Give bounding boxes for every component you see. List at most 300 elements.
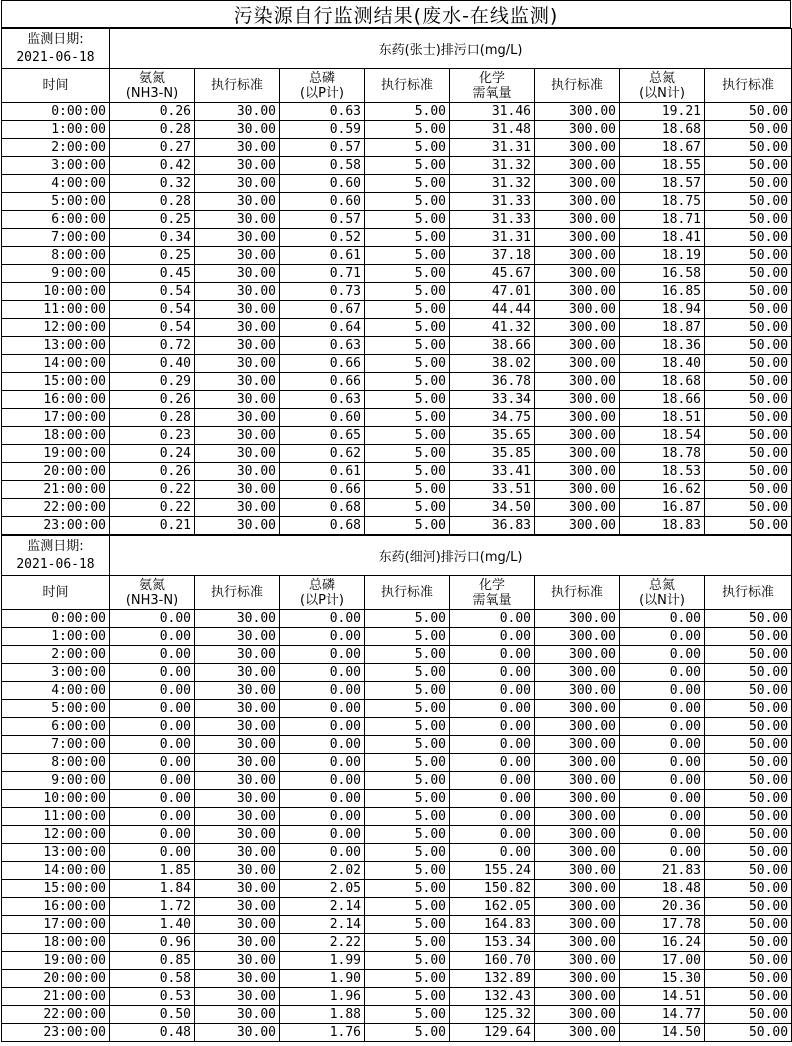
value-cell: 30.00 xyxy=(195,952,280,970)
value-cell: 50.00 xyxy=(705,409,792,427)
table-row xyxy=(2,427,792,445)
value-cell: 0.00 xyxy=(280,736,365,754)
value-cell: 0.40 xyxy=(110,355,195,373)
value-cell: 0.58 xyxy=(110,970,195,988)
column-header-line: 执行标准 xyxy=(210,585,263,600)
value-cell: 5.00 xyxy=(365,517,450,535)
time-cell: 1:00:00 xyxy=(2,121,110,139)
table-row xyxy=(2,628,792,646)
value-cell: 0.00 xyxy=(620,736,705,754)
value-cell: 0.22 xyxy=(110,481,195,499)
value-cell: 31.31 xyxy=(450,139,535,157)
value-cell: 5.00 xyxy=(365,409,450,427)
value-cell: 300.00 xyxy=(535,445,620,463)
value-cell: 132.89 xyxy=(450,970,535,988)
time-cell: 19:00:00 xyxy=(2,952,110,970)
value-cell: 41.32 xyxy=(450,319,535,337)
value-cell: 5.00 xyxy=(365,499,450,517)
time-cell: 17:00:00 xyxy=(2,916,110,934)
table-row xyxy=(2,880,792,898)
time-cell: 4:00:00 xyxy=(2,682,110,700)
value-cell: 30.00 xyxy=(195,682,280,700)
value-cell: 50.00 xyxy=(705,1024,792,1042)
time-cell: 21:00:00 xyxy=(2,481,110,499)
value-cell: 50.00 xyxy=(705,826,792,844)
monitoring-date xyxy=(2,29,110,69)
value-cell: 300.00 xyxy=(535,988,620,1006)
value-cell: 50.00 xyxy=(705,790,792,808)
value-cell: 50.00 xyxy=(705,844,792,862)
value-cell: 5.00 xyxy=(365,862,450,880)
value-cell: 35.65 xyxy=(450,427,535,445)
value-cell: 30.00 xyxy=(195,373,280,391)
value-cell: 300.00 xyxy=(535,1006,620,1024)
value-cell: 16.62 xyxy=(620,481,705,499)
value-cell: 0.00 xyxy=(110,790,195,808)
value-cell: 31.46 xyxy=(450,103,535,121)
value-cell: 50.00 xyxy=(705,283,792,301)
value-cell: 50.00 xyxy=(705,970,792,988)
time-cell: 20:00:00 xyxy=(2,970,110,988)
value-cell: 1.96 xyxy=(280,988,365,1006)
table-row xyxy=(2,247,792,265)
time-cell: 14:00:00 xyxy=(2,862,110,880)
value-cell: 36.78 xyxy=(450,373,535,391)
value-cell: 16.24 xyxy=(620,934,705,952)
value-cell: 5.00 xyxy=(365,157,450,175)
value-cell: 38.66 xyxy=(450,337,535,355)
value-cell: 30.00 xyxy=(195,517,280,535)
value-cell: 300.00 xyxy=(535,646,620,664)
value-cell: 16.85 xyxy=(620,283,705,301)
value-cell: 0.00 xyxy=(450,682,535,700)
value-cell: 5.00 xyxy=(365,754,450,772)
value-cell: 0.00 xyxy=(620,718,705,736)
column-header-line: 执行标准 xyxy=(550,78,603,93)
column-header xyxy=(535,576,620,610)
column-header xyxy=(450,576,535,610)
value-cell: 30.00 xyxy=(195,139,280,157)
value-cell: 30.00 xyxy=(195,934,280,952)
value-cell: 125.32 xyxy=(450,1006,535,1024)
column-header xyxy=(110,69,195,103)
value-cell: 30.00 xyxy=(195,898,280,916)
value-cell: 18.40 xyxy=(620,355,705,373)
value-cell: 0.00 xyxy=(450,826,535,844)
column-header xyxy=(2,69,110,103)
value-cell: 1.88 xyxy=(280,1006,365,1024)
report-title: 污染源自行监测结果(废水-在线监测) xyxy=(1,0,791,28)
value-cell: 0.96 xyxy=(110,934,195,952)
value-cell: 30.00 xyxy=(195,772,280,790)
value-cell: 300.00 xyxy=(535,157,620,175)
time-cell: 21:00:00 xyxy=(2,988,110,1006)
value-cell: 17.00 xyxy=(620,952,705,970)
value-cell: 300.00 xyxy=(535,517,620,535)
value-cell: 31.32 xyxy=(450,175,535,193)
value-cell: 30.00 xyxy=(195,862,280,880)
value-cell: 0.54 xyxy=(110,283,195,301)
table-row xyxy=(2,898,792,916)
value-cell: 0.00 xyxy=(280,682,365,700)
value-cell: 18.75 xyxy=(620,193,705,211)
value-cell: 18.68 xyxy=(620,373,705,391)
table-row xyxy=(2,463,792,481)
value-cell: 0.64 xyxy=(280,319,365,337)
value-cell: 0.57 xyxy=(280,211,365,229)
value-cell: 300.00 xyxy=(535,409,620,427)
value-cell: 18.66 xyxy=(620,391,705,409)
table-row xyxy=(2,772,792,790)
value-cell: 0.72 xyxy=(110,337,195,355)
value-cell: 5.00 xyxy=(365,175,450,193)
value-cell: 30.00 xyxy=(195,445,280,463)
value-cell: 18.54 xyxy=(620,427,705,445)
value-cell: 0.00 xyxy=(280,844,365,862)
table-row xyxy=(2,844,792,862)
value-cell: 300.00 xyxy=(535,700,620,718)
value-cell: 0.00 xyxy=(450,790,535,808)
value-cell: 1.90 xyxy=(280,970,365,988)
value-cell: 30.00 xyxy=(195,499,280,517)
value-cell: 0.62 xyxy=(280,445,365,463)
value-cell: 50.00 xyxy=(705,718,792,736)
column-header xyxy=(620,69,705,103)
column-header-line: (以N计) xyxy=(639,85,685,101)
value-cell: 14.50 xyxy=(620,1024,705,1042)
value-cell: 5.00 xyxy=(365,337,450,355)
value-cell: 50.00 xyxy=(705,391,792,409)
value-cell: 300.00 xyxy=(535,970,620,988)
value-cell: 30.00 xyxy=(195,718,280,736)
table-row xyxy=(2,355,792,373)
value-cell: 50.00 xyxy=(705,772,792,790)
value-cell: 300.00 xyxy=(535,139,620,157)
value-cell: 0.26 xyxy=(110,103,195,121)
value-cell: 0.50 xyxy=(110,1006,195,1024)
column-header-line: (以N计) xyxy=(639,592,685,608)
table-row xyxy=(2,319,792,337)
value-cell: 5.00 xyxy=(365,319,450,337)
value-cell: 50.00 xyxy=(705,916,792,934)
time-cell: 10:00:00 xyxy=(2,283,110,301)
value-cell: 300.00 xyxy=(535,880,620,898)
column-header-line: 执行标准 xyxy=(550,585,603,600)
value-cell: 300.00 xyxy=(535,736,620,754)
value-cell: 5.00 xyxy=(365,1024,450,1042)
table-row xyxy=(2,952,792,970)
value-cell: 30.00 xyxy=(195,700,280,718)
value-cell: 5.00 xyxy=(365,301,450,319)
value-cell: 300.00 xyxy=(535,103,620,121)
value-cell: 30.00 xyxy=(195,664,280,682)
time-cell: 17:00:00 xyxy=(2,409,110,427)
value-cell: 0.00 xyxy=(110,772,195,790)
value-cell: 0.00 xyxy=(280,646,365,664)
time-cell: 13:00:00 xyxy=(2,844,110,862)
value-cell: 1.72 xyxy=(110,898,195,916)
column-header xyxy=(280,576,365,610)
value-cell: 0.00 xyxy=(110,736,195,754)
value-cell: 0.57 xyxy=(280,139,365,157)
value-cell: 1.84 xyxy=(110,880,195,898)
value-cell: 164.83 xyxy=(450,916,535,934)
table-row xyxy=(2,862,792,880)
value-cell: 20.36 xyxy=(620,898,705,916)
value-cell: 50.00 xyxy=(705,337,792,355)
value-cell: 18.57 xyxy=(620,175,705,193)
value-cell: 300.00 xyxy=(535,718,620,736)
value-cell: 153.34 xyxy=(450,934,535,952)
value-cell: 30.00 xyxy=(195,1006,280,1024)
value-cell: 300.00 xyxy=(535,427,620,445)
value-cell: 30.00 xyxy=(195,463,280,481)
value-cell: 30.00 xyxy=(195,103,280,121)
value-cell: 50.00 xyxy=(705,463,792,481)
value-cell: 30.00 xyxy=(195,880,280,898)
value-cell: 2.14 xyxy=(280,898,365,916)
value-cell: 16.87 xyxy=(620,499,705,517)
time-cell: 19:00:00 xyxy=(2,445,110,463)
value-cell: 300.00 xyxy=(535,229,620,247)
date-value: 2021-06-18 xyxy=(16,556,95,572)
time-cell: 16:00:00 xyxy=(2,391,110,409)
value-cell: 300.00 xyxy=(535,463,620,481)
column-header xyxy=(195,69,280,103)
table-row xyxy=(2,646,792,664)
value-cell: 30.00 xyxy=(195,1024,280,1042)
value-cell: 0.66 xyxy=(280,481,365,499)
value-cell: 30.00 xyxy=(195,337,280,355)
table-row xyxy=(2,193,792,211)
value-cell: 33.51 xyxy=(450,481,535,499)
value-cell: 0.63 xyxy=(280,337,365,355)
time-cell: 9:00:00 xyxy=(2,772,110,790)
value-cell: 45.67 xyxy=(450,265,535,283)
value-cell: 0.00 xyxy=(280,772,365,790)
value-cell: 0.00 xyxy=(620,664,705,682)
table-row xyxy=(2,826,792,844)
value-cell: 5.00 xyxy=(365,664,450,682)
time-cell: 0:00:00 xyxy=(2,103,110,121)
value-cell: 47.01 xyxy=(450,283,535,301)
value-cell: 31.48 xyxy=(450,121,535,139)
time-cell: 6:00:00 xyxy=(2,211,110,229)
column-header-line: 需氧量 xyxy=(472,592,512,608)
column-header-line: 化学 xyxy=(478,577,505,593)
column-header-line: (NH3-N) xyxy=(125,592,179,608)
value-cell: 0.00 xyxy=(110,844,195,862)
value-cell: 50.00 xyxy=(705,175,792,193)
value-cell: 0.00 xyxy=(620,826,705,844)
value-cell: 5.00 xyxy=(365,952,450,970)
value-cell: 0.26 xyxy=(110,391,195,409)
value-cell: 0.25 xyxy=(110,211,195,229)
table-row xyxy=(2,790,792,808)
table-row xyxy=(2,517,792,535)
value-cell: 0.29 xyxy=(110,373,195,391)
value-cell: 50.00 xyxy=(705,247,792,265)
time-cell: 11:00:00 xyxy=(2,808,110,826)
time-cell: 1:00:00 xyxy=(2,628,110,646)
time-cell: 7:00:00 xyxy=(2,736,110,754)
value-cell: 0.68 xyxy=(280,499,365,517)
value-cell: 5.00 xyxy=(365,610,450,628)
value-cell: 18.51 xyxy=(620,409,705,427)
value-cell: 0.61 xyxy=(280,463,365,481)
value-cell: 30.00 xyxy=(195,175,280,193)
value-cell: 300.00 xyxy=(535,916,620,934)
value-cell: 2.14 xyxy=(280,916,365,934)
column-header xyxy=(620,576,705,610)
value-cell: 300.00 xyxy=(535,301,620,319)
value-cell: 0.00 xyxy=(280,826,365,844)
table-row xyxy=(2,211,792,229)
column-header-line: (以P计) xyxy=(300,85,344,101)
value-cell: 50.00 xyxy=(705,880,792,898)
value-cell: 0.60 xyxy=(280,193,365,211)
value-cell: 0.00 xyxy=(280,808,365,826)
value-cell: 5.00 xyxy=(365,682,450,700)
value-cell: 0.00 xyxy=(450,700,535,718)
value-cell: 0.00 xyxy=(110,826,195,844)
value-cell: 0.54 xyxy=(110,319,195,337)
value-cell: 300.00 xyxy=(535,898,620,916)
value-cell: 129.64 xyxy=(450,1024,535,1042)
value-cell: 300.00 xyxy=(535,355,620,373)
value-cell: 5.00 xyxy=(365,790,450,808)
time-cell: 9:00:00 xyxy=(2,265,110,283)
column-header xyxy=(705,576,792,610)
section-table-1 xyxy=(1,28,792,535)
value-cell: 5.00 xyxy=(365,826,450,844)
date-label: 监测日期: xyxy=(27,538,84,554)
value-cell: 5.00 xyxy=(365,808,450,826)
value-cell: 0.00 xyxy=(450,754,535,772)
value-cell: 0.34 xyxy=(110,229,195,247)
value-cell: 50.00 xyxy=(705,373,792,391)
value-cell: 5.00 xyxy=(365,736,450,754)
value-cell: 15.30 xyxy=(620,970,705,988)
value-cell: 0.00 xyxy=(620,628,705,646)
table-row xyxy=(2,175,792,193)
value-cell: 0.00 xyxy=(110,682,195,700)
value-cell: 50.00 xyxy=(705,157,792,175)
value-cell: 50.00 xyxy=(705,427,792,445)
table-row xyxy=(2,610,792,628)
value-cell: 300.00 xyxy=(535,247,620,265)
value-cell: 33.41 xyxy=(450,463,535,481)
value-cell: 0.26 xyxy=(110,463,195,481)
value-cell: 300.00 xyxy=(535,664,620,682)
value-cell: 50.00 xyxy=(705,211,792,229)
value-cell: 5.00 xyxy=(365,646,450,664)
column-header-line: 执行标准 xyxy=(722,585,775,600)
value-cell: 18.53 xyxy=(620,463,705,481)
value-cell: 16.58 xyxy=(620,265,705,283)
value-cell: 300.00 xyxy=(535,952,620,970)
value-cell: 300.00 xyxy=(535,862,620,880)
value-cell: 0.00 xyxy=(280,790,365,808)
value-cell: 50.00 xyxy=(705,898,792,916)
value-cell: 0.00 xyxy=(450,808,535,826)
value-cell: 5.00 xyxy=(365,934,450,952)
value-cell: 0.66 xyxy=(280,373,365,391)
time-cell: 16:00:00 xyxy=(2,898,110,916)
value-cell: 160.70 xyxy=(450,952,535,970)
value-cell: 30.00 xyxy=(195,229,280,247)
value-cell: 0.00 xyxy=(620,646,705,664)
value-cell: 5.00 xyxy=(365,988,450,1006)
value-cell: 0.25 xyxy=(110,247,195,265)
value-cell: 50.00 xyxy=(705,610,792,628)
table-row xyxy=(2,103,792,121)
time-cell: 23:00:00 xyxy=(2,1024,110,1042)
value-cell: 0.00 xyxy=(110,700,195,718)
time-cell: 5:00:00 xyxy=(2,700,110,718)
value-cell: 0.67 xyxy=(280,301,365,319)
column-header xyxy=(450,69,535,103)
value-cell: 19.21 xyxy=(620,103,705,121)
value-cell: 0.24 xyxy=(110,445,195,463)
value-cell: 50.00 xyxy=(705,103,792,121)
value-cell: 30.00 xyxy=(195,988,280,1006)
column-header-line: 需氧量 xyxy=(472,85,512,101)
outlet-name: 东药(细河)排污口(mg/L) xyxy=(110,536,792,576)
value-cell: 30.00 xyxy=(195,409,280,427)
value-cell: 31.33 xyxy=(450,193,535,211)
column-header-line: 执行标准 xyxy=(380,78,433,93)
time-cell: 3:00:00 xyxy=(2,157,110,175)
value-cell: 18.36 xyxy=(620,337,705,355)
table-row xyxy=(2,970,792,988)
column-header xyxy=(365,576,450,610)
value-cell: 5.00 xyxy=(365,628,450,646)
value-cell: 30.00 xyxy=(195,754,280,772)
value-cell: 300.00 xyxy=(535,754,620,772)
value-cell: 0.00 xyxy=(450,772,535,790)
column-header-line: 总磷 xyxy=(308,70,335,86)
date-label: 监测日期: xyxy=(27,31,84,47)
value-cell: 300.00 xyxy=(535,610,620,628)
value-cell: 0.60 xyxy=(280,175,365,193)
table-row xyxy=(2,265,792,283)
table-row xyxy=(2,682,792,700)
value-cell: 30.00 xyxy=(195,283,280,301)
value-cell: 30.00 xyxy=(195,193,280,211)
value-cell: 300.00 xyxy=(535,337,620,355)
value-cell: 50.00 xyxy=(705,481,792,499)
value-cell: 0.32 xyxy=(110,175,195,193)
table-row xyxy=(2,139,792,157)
column-header-line: 时间 xyxy=(42,585,69,600)
value-cell: 0.45 xyxy=(110,265,195,283)
value-cell: 0.63 xyxy=(280,391,365,409)
column-header-line: 氨氮 xyxy=(138,577,165,593)
value-cell: 2.05 xyxy=(280,880,365,898)
table-row xyxy=(2,808,792,826)
value-cell: 21.83 xyxy=(620,862,705,880)
value-cell: 30.00 xyxy=(195,628,280,646)
value-cell: 0.00 xyxy=(110,808,195,826)
value-cell: 300.00 xyxy=(535,373,620,391)
column-header-row xyxy=(2,69,792,103)
value-cell: 0.00 xyxy=(620,682,705,700)
value-cell: 31.33 xyxy=(450,211,535,229)
column-header xyxy=(705,69,792,103)
time-cell: 8:00:00 xyxy=(2,247,110,265)
value-cell: 5.00 xyxy=(365,247,450,265)
